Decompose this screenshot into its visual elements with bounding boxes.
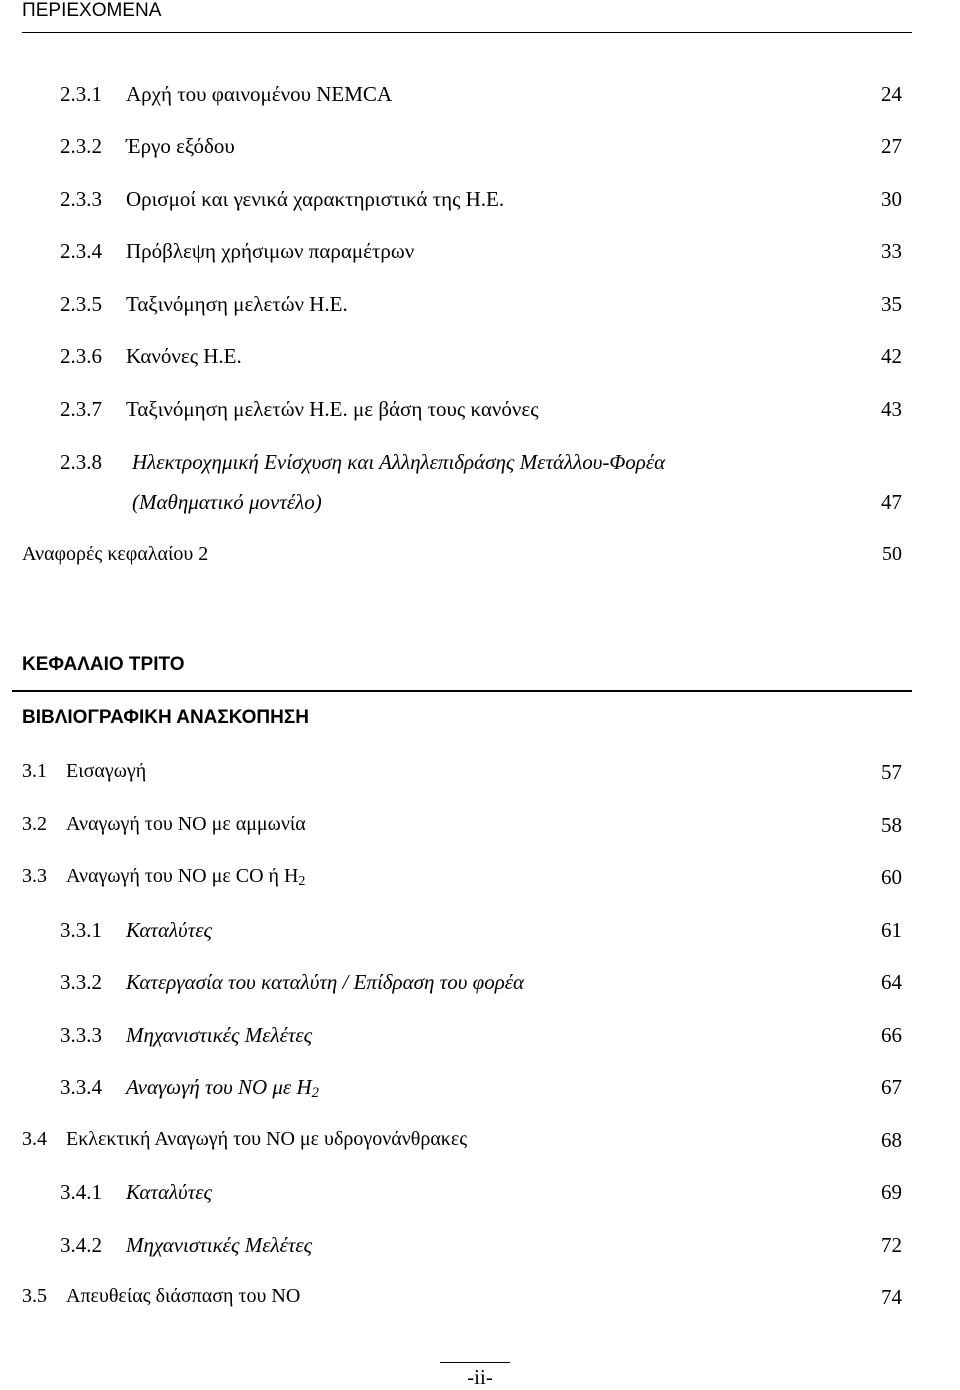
page-number: -ii- bbox=[467, 1365, 493, 1389]
toc-entry-page: 27 bbox=[881, 134, 902, 158]
toc-entry-title: Μηχανιστικές Μελέτες bbox=[126, 1233, 313, 1257]
toc-entry-page: 69 bbox=[881, 1180, 902, 1204]
toc-entry bbox=[0, 760, 960, 794]
toc-entry-number: 3.4.1 bbox=[60, 1180, 102, 1204]
chapter-rule bbox=[12, 690, 912, 692]
toc-entry-number: 2.3.7 bbox=[60, 397, 102, 421]
toc-entry-number: 3.4 bbox=[22, 1128, 47, 1150]
toc-entry-page: 33 bbox=[881, 239, 902, 263]
toc-entry-page: 47 bbox=[881, 490, 902, 514]
toc-entry-number: 3.3.3 bbox=[60, 1023, 102, 1047]
toc-entry-title: Αναγωγή του ΝΟ με αμμωνία bbox=[66, 813, 306, 835]
subscript: 2 bbox=[311, 1084, 319, 1101]
toc-entry-page: 72 bbox=[881, 1233, 902, 1257]
toc-entry bbox=[0, 397, 960, 431]
toc-entry-number: 2.3.6 bbox=[60, 344, 102, 368]
toc-entry-number: 3.5 bbox=[22, 1285, 47, 1307]
toc-entry-number: 2.3.3 bbox=[60, 187, 102, 211]
toc-entry-title bbox=[66, 865, 305, 890]
toc-entry-page: 30 bbox=[881, 187, 902, 211]
toc-entry bbox=[0, 1128, 960, 1162]
toc-entry-title: Αρχή του φαινομένου NEMCA bbox=[126, 82, 393, 106]
toc-entry bbox=[0, 239, 960, 273]
footer-rule bbox=[440, 1362, 510, 1363]
toc-entry-title: Ηλεκτροχημική Ενίσχυση και Αλληλεπιδράσης Μετάλλου-Φορέα bbox=[132, 450, 666, 474]
toc-entry-page: 43 bbox=[881, 397, 902, 421]
toc-entry-title: Καταλύτες bbox=[126, 918, 213, 942]
toc-entry bbox=[0, 865, 960, 899]
toc-entry-title: Αναφορές κεφαλαίου 2 bbox=[22, 543, 209, 565]
toc-entry-page: 50 bbox=[882, 543, 902, 565]
toc-entry-title: Ορισμοί και γενικά χαρακτηριστικά της Η.Ε. bbox=[126, 187, 505, 211]
toc-entry-page: 67 bbox=[881, 1075, 902, 1099]
toc-entry-page: 64 bbox=[881, 970, 902, 994]
toc-entry-number: 3.3.2 bbox=[60, 970, 102, 994]
toc-entry-page: 66 bbox=[881, 1023, 902, 1047]
toc-entry bbox=[0, 134, 960, 168]
toc-entry-title: Κατεργασία του καταλύτη / Επίδραση του φορέα bbox=[126, 970, 525, 994]
toc-entry-number: 3.2 bbox=[22, 813, 47, 835]
toc-entry bbox=[0, 1023, 960, 1057]
toc-entry-page: 60 bbox=[881, 865, 902, 889]
toc-entry-references bbox=[0, 543, 960, 577]
toc-entry-title: Απευθείας διάσπαση του ΝΟ bbox=[66, 1285, 301, 1307]
toc-entry-number: 2.3.5 bbox=[60, 292, 102, 316]
header-rule bbox=[22, 32, 912, 33]
toc-entry-page: 61 bbox=[881, 918, 902, 942]
toc-entry-title: Πρόβλεψη χρήσιμων παραμέτρων bbox=[126, 239, 415, 263]
toc-entry-number: 3.1 bbox=[22, 760, 47, 782]
toc-entry-number: 2.3.1 bbox=[60, 82, 102, 106]
toc-entry bbox=[0, 970, 960, 1004]
toc-entry bbox=[0, 82, 960, 116]
toc-entry bbox=[0, 450, 960, 484]
toc-entry-number: 2.3.2 bbox=[60, 134, 102, 158]
page-title: ΠΕΡΙΕΧΟΜΕΝΑ bbox=[22, 0, 162, 21]
toc-entry-title: Ταξινόμηση μελετών Η.Ε. bbox=[126, 292, 348, 316]
toc-entry bbox=[0, 1233, 960, 1267]
toc-entry-title: Κανόνες Η.Ε. bbox=[126, 344, 242, 368]
toc-entry-title: Εισαγωγή bbox=[66, 760, 147, 782]
toc-entry-title-text: Αναγωγή του ΝΟ με CO ή H bbox=[66, 865, 299, 887]
chapter-heading: ΚΕΦΑΛΑΙΟ ΤΡΙΤΟ bbox=[22, 654, 185, 675]
toc-entry-number: 2.3.8 bbox=[60, 450, 102, 474]
toc-entry-page: 35 bbox=[881, 292, 902, 316]
toc-entry-number: 3.3 bbox=[22, 865, 47, 887]
toc-entry-number: 3.3.1 bbox=[60, 918, 102, 942]
toc-entry-page: 57 bbox=[881, 760, 902, 784]
toc-entry-title: Μηχανιστικές Μελέτες bbox=[126, 1023, 313, 1047]
toc-entry-title: Έργο εξόδου bbox=[126, 134, 235, 158]
toc-entry bbox=[0, 1285, 960, 1319]
toc-entry bbox=[0, 918, 960, 952]
toc-entry-page: 74 bbox=[881, 1285, 902, 1309]
toc-entry bbox=[0, 813, 960, 847]
chapter-subheading: ΒΙΒΛΙΟΓΡΑΦΙΚΗ ΑΝΑΣΚΟΠΗΣΗ bbox=[22, 707, 309, 728]
toc-entry-title: Ταξινόμηση μελετών Η.Ε. με βάση τους κανόνες bbox=[126, 397, 539, 421]
toc-entry-title: Εκλεκτική Αναγωγή του ΝΟ με υδρογονάνθρακες bbox=[66, 1128, 468, 1150]
toc-entry-page: 68 bbox=[881, 1128, 902, 1152]
toc-entry-title: Καταλύτες bbox=[126, 1180, 213, 1204]
toc-entry bbox=[0, 292, 960, 326]
toc-entry-number: 2.3.4 bbox=[60, 239, 102, 263]
toc-entry-title-text: Αναγωγή του ΝΟ με H bbox=[126, 1075, 312, 1099]
toc-entry-page: 58 bbox=[881, 813, 902, 837]
toc-entry-page: 24 bbox=[881, 82, 902, 106]
toc-entry-number: 3.3.4 bbox=[60, 1075, 102, 1099]
toc-entry bbox=[0, 187, 960, 221]
toc-entry-title bbox=[126, 1075, 319, 1102]
toc-entry bbox=[0, 344, 960, 378]
toc-entry bbox=[0, 1075, 960, 1109]
toc-entry-continuation bbox=[0, 490, 960, 524]
toc-entry bbox=[0, 1180, 960, 1214]
toc-entry-number: 3.4.2 bbox=[60, 1233, 102, 1257]
subscript: 2 bbox=[298, 873, 306, 889]
toc-entry-page: 42 bbox=[881, 344, 902, 368]
toc-entry-title-continuation: (Μαθηματικό μοντέλο) bbox=[132, 490, 322, 514]
